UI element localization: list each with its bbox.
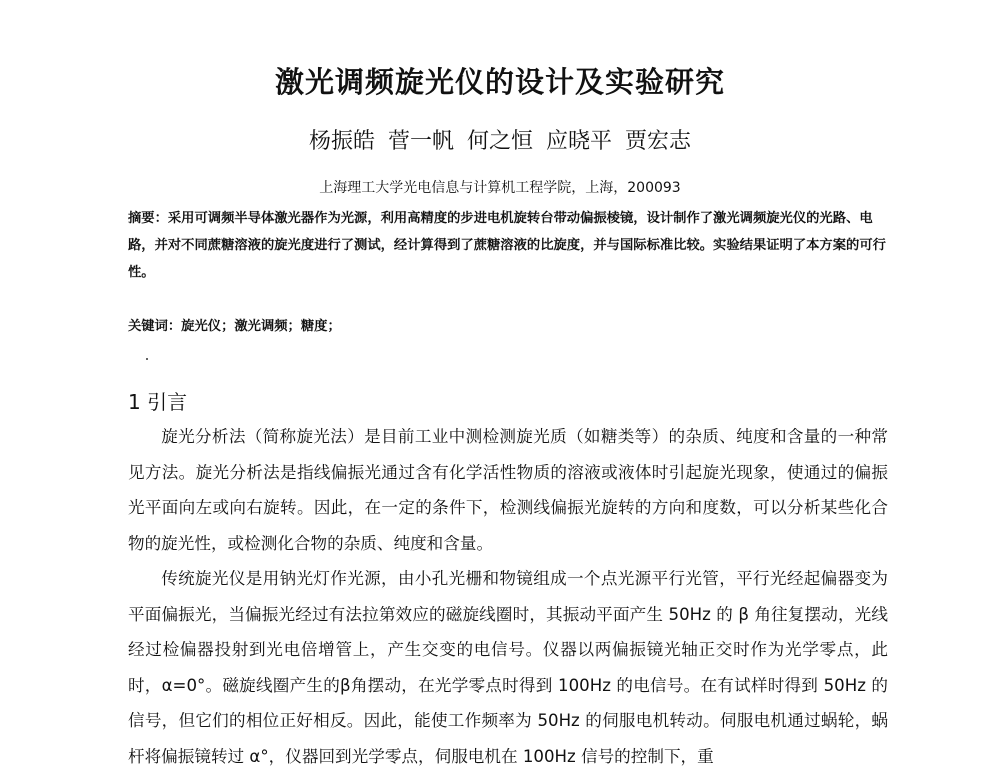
paper-keywords: 关键词：旋光仪；激光调频；糖度； [128, 319, 341, 334]
paper-title: 激光调频旋光仪的设计及实验研究 [274, 65, 725, 99]
paper-affiliation: 上海理工大学光电信息与计算机工程学院，上海，200093 [319, 180, 681, 196]
section-heading-introduction: 1 引言 [128, 390, 188, 414]
stray-dot [146, 358, 148, 360]
paper-authors: 杨振皓 菅一帆 何之恒 应晓平 贾宏志 [309, 129, 691, 154]
paragraph: 旋光分析法（简称旋光法）是目前工业中测检测旋光质（如糖类等）的杂质、纯度和含量的一种常见方法。旋光分析法是指线偏振光通过含有化学活性物质的溶液或液体时引起旋光现象，使通过的偏振光平面向左或向右旋转。因此，在一定的条件下，检测线偏振光旋转的方向和度数，可以分析某些化合物的旋光性，或检测化合物的杂质、纯度和含量。 [128, 427, 888, 553]
paragraph: 传统旋光仪是用钠光灯作光源，由小孔光栅和物镜组成一个点光源平行光管，平行光经起偏器变为平面偏振光，当偏振光经过有法拉第效应的磁旋线圈时，其振动平面产生 50Hz 的 β 角往复摆动，光线经过检偏器投射到光电倍增管上，产生交变的电信号。仪器以两偏振镜光轴正交时作为光学零点，此时，α=0°。磁旋线圈产生的β角摆动，在光学零点时得到 100Hz 的电信号。在有试样时得到 50Hz 的信号，但它们的相位正好相反。因此，能使工作频率为 50Hz 的伺服电机转动。伺服电机通过蜗轮，蜗杆将偏振镜转过 α°，仪器回到光学零点，伺服电机在 100Hz 信号的控制下，重 [128, 569, 888, 766]
body-text [128, 419, 888, 774]
paper-abstract: 摘要：采用可调频半导体激光器作为光源，利用高精度的步进电机旋转台带动偏振棱镜，设计制作了激光调频旋光仪的光路、电路，并对不同蔗糖溶液的旋光度进行了测试，经计算得到了蔗糖溶液的比旋度，并与国际标准比较。实验结果证明了本方案的可行性。 [128, 211, 886, 280]
